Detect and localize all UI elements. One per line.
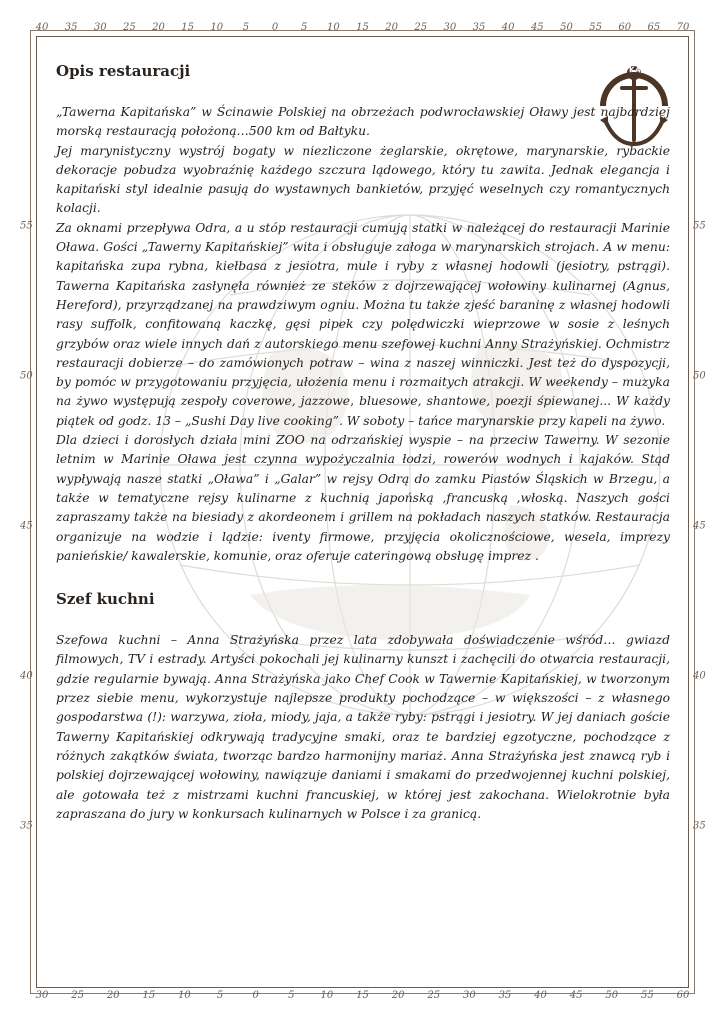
ruler-tick-label: 50	[20, 370, 33, 382]
ruler-tick-label: 5	[301, 22, 308, 33]
ruler-tick-label: 40	[501, 22, 515, 33]
ruler-right	[693, 36, 707, 988]
ruler-tick-label: 0	[252, 990, 259, 1001]
ruler-tick-label: 40	[35, 22, 49, 33]
ruler-tick-label: 70	[676, 22, 690, 33]
ruler-tick-label: 35	[20, 820, 33, 832]
ruler-tick-label: 25	[123, 22, 136, 33]
section-title-chef: Szef kuchni	[56, 590, 155, 609]
ruler-tick-label: 15	[356, 990, 369, 1001]
ruler-tick-label: 15	[356, 22, 369, 33]
ruler-tick-label: 35	[64, 22, 78, 33]
ruler-tick-label: 40	[20, 670, 33, 682]
ruler-tick-label: 35	[472, 22, 486, 33]
ruler-tick-label: 0	[271, 22, 279, 33]
ruler-tick-label: 50	[693, 370, 706, 382]
ruler-tick-label: 45	[530, 22, 544, 33]
ruler-tick-label: 65	[647, 22, 661, 33]
ruler-tick-label: 20	[391, 990, 405, 1001]
paragraph: Jej marynistyczny wystrój bogaty w niezliczone żeglarskie, okrętowe, marynarskie, rybackie dekoracje pobudza wyobraźnię każdego szczura lądowego, który tu zawita. Jednak elegancja i kapitański styl idealnie pasują do wystawnych bankietów, przyjęć weselnych czy romantycznych kolacji.	[56, 143, 670, 216]
ruler-tick-label: 15	[181, 22, 195, 33]
ruler-tick-label: 55	[693, 220, 706, 232]
ruler-bottom	[36, 990, 689, 1004]
ruler-tick-label: 30	[462, 990, 476, 1001]
ruler-top	[36, 22, 689, 36]
logo-text: TAWERNA KAPITAŃSKA	[593, 64, 675, 103]
ruler-tick-label: 45	[20, 520, 33, 532]
ruler-tick-label: 5	[242, 22, 250, 33]
ruler-tick-label: 35	[498, 990, 512, 1001]
ruler-tick-label: 60	[618, 22, 632, 33]
ruler-tick-label: 25	[427, 990, 441, 1001]
ruler-tick-label: 10	[178, 990, 191, 1001]
ruler-tick-label: 25	[71, 990, 84, 1001]
ruler-tick-label: 30	[93, 22, 107, 33]
paragraph: Za oknami przepływa Odra, a u stóp restauracji cumują statki w należącej do restauracji Marinie Oława. Gości „Tawerny Kapitańskiej” wita i obsługuje załoga w marynarskich strojach. A w menu: kapitańska zupa rybna, kiełbasa z jesiotra, mule i ryby z własnej hodowli (jesiotry, pstrągi). Tawerna Kapitańska zasłynęła również ze steków z dojrzewającej wołowiny kulinarnej (Agnus, Hereford), przyrządzanej na prawdziwym ogniu. Można tu także zjeść baraninę z własnej hodowli rasy suffolk, confitowaną kaczkę, gęsi pipek czy polędwiczki wieprzowe w sosie z leśnych grzybów oraz wiele innych dań z autorskiego menu szefowej kuchni Anny Strażyńskiej. Ochmistrz restauracji dobierze – do zamówionych potraw – wina z naszej winniczki. Jest też do dyspozycji, by pomóc w przygotowaniu przyjęcia, ułożenia menu i rozmaitych atrakcji. W weekendy – muzyka na żywo występują zespoły coverowe, jazzowe, bluesowe, shantowe, poezji śpiewanej... W każdy piątek od godz. 13 – „Sushi Day live cooking”. W soboty – tańce marynarskie przy kapeli na żywo.	[56, 220, 670, 428]
ruler-tick-label: 30	[35, 990, 49, 1001]
ruler-tick-label: 20	[152, 22, 165, 33]
ruler-tick-label: 10	[320, 990, 334, 1001]
ruler-tick-label: 15	[142, 990, 156, 1001]
ruler-tick-label: 55	[641, 990, 654, 1001]
ruler-tick-label: 10	[326, 22, 340, 33]
ruler-tick-label: 10	[210, 22, 224, 33]
ruler-tick-label: 55	[20, 220, 33, 232]
paragraph: Dla dzieci i dorosłych działa mini ZOO na odrzańskiej wyspie – na przeciw Tawerny. W sezonie letnim w Marinie Oława jest czynna wypożyczalnia łodzi, rowerów wodnych i kajaków. Stąd wypływają nasze statki „Oława” i „Galar” w rejsy Odrą do zamku Piastów Śląskich w Brzegu, a także w tematyczne rejsy kulinarne z kuchnią japońską ,francuską ,włoską. Naszych gości zapraszamy także na biesiady z akordeonem i grillem na pokładach naszych statków. Restauracja organizuje na wodzie i lądzie: iventy firmowe, przyjęcia okolicznościowe, wesela, imprezy panieńskie/ kawalerskie, komunie, oraz oferuje cateringową obsługę imprez .	[56, 433, 670, 563]
ruler-tick-label: 50	[560, 22, 573, 33]
ruler-left	[20, 36, 34, 988]
ruler-tick-label: 20	[385, 22, 398, 33]
ruler-tick-label: 45	[569, 990, 583, 1001]
ruler-tick-label: 5	[288, 990, 295, 1001]
ruler-tick-label: 40	[534, 990, 547, 1001]
paragraph: „Tawerna Kapitańska” w Ścinawie Polskiej na obrzeżach podwrocławskiej Oławy jest najbardziej morską restauracją położoną…500 km od Bałtyku.	[56, 105, 670, 139]
ruler-tick-label: 45	[693, 520, 706, 532]
paragraph: Szefowa kuchni – Anna Strażyńska przez lata zdobywała doświadczenie wśród… gwiazd filmowych, TV i estrady. Artyści pokochali jej kulinarny kunszt i zachęcili do otwarcia restauracji, gdzie regularnie bywają. Anna Strażyńska jako Chef Cook w Tawernie Kapitańskiej, w tworzonym przez siebie menu, wykorzystuje najlepsze produkty pochodzące – w większości – z własnego gospodarstwa (!): warzywa, zioła, miody, jaja, a także ryby: pstrągi i jesiotry. W jej daniach goście Tawerny Kapitańskiej odkrywają tradycyjne smaki, oraz te bardziej egzotyczne, pochodzące z różnych zakątków świata, tworząc bardzo harmonijny mariaż. Anna Strażyńska jest znawcą ryb i polskiej dojrzewającej wołowiny, nawiązuje daniami i smakami do przedwojennej kuchni polskiej, ale gotowała też z mistrzami kuchni francuskiej, w której jest zakochana. Wielokrotnie była zapraszana do jury w konkursach kulinarnych w Polsce i za granicą.	[56, 633, 670, 821]
ruler-tick-label: 25	[414, 22, 428, 33]
ruler-tick-label: 55	[589, 22, 602, 33]
section-title-description: Opis restauracji	[56, 62, 191, 80]
page-content	[56, 62, 670, 824]
ruler-tick-label: 40	[693, 670, 706, 682]
ruler-tick-label: 50	[605, 990, 619, 1001]
ruler-tick-label: 30	[443, 22, 457, 33]
ruler-tick-label: 60	[676, 990, 690, 1001]
ruler-tick-label: 20	[106, 990, 120, 1001]
ruler-tick-label: 5	[216, 990, 224, 1001]
ruler-tick-label: 35	[693, 820, 706, 832]
